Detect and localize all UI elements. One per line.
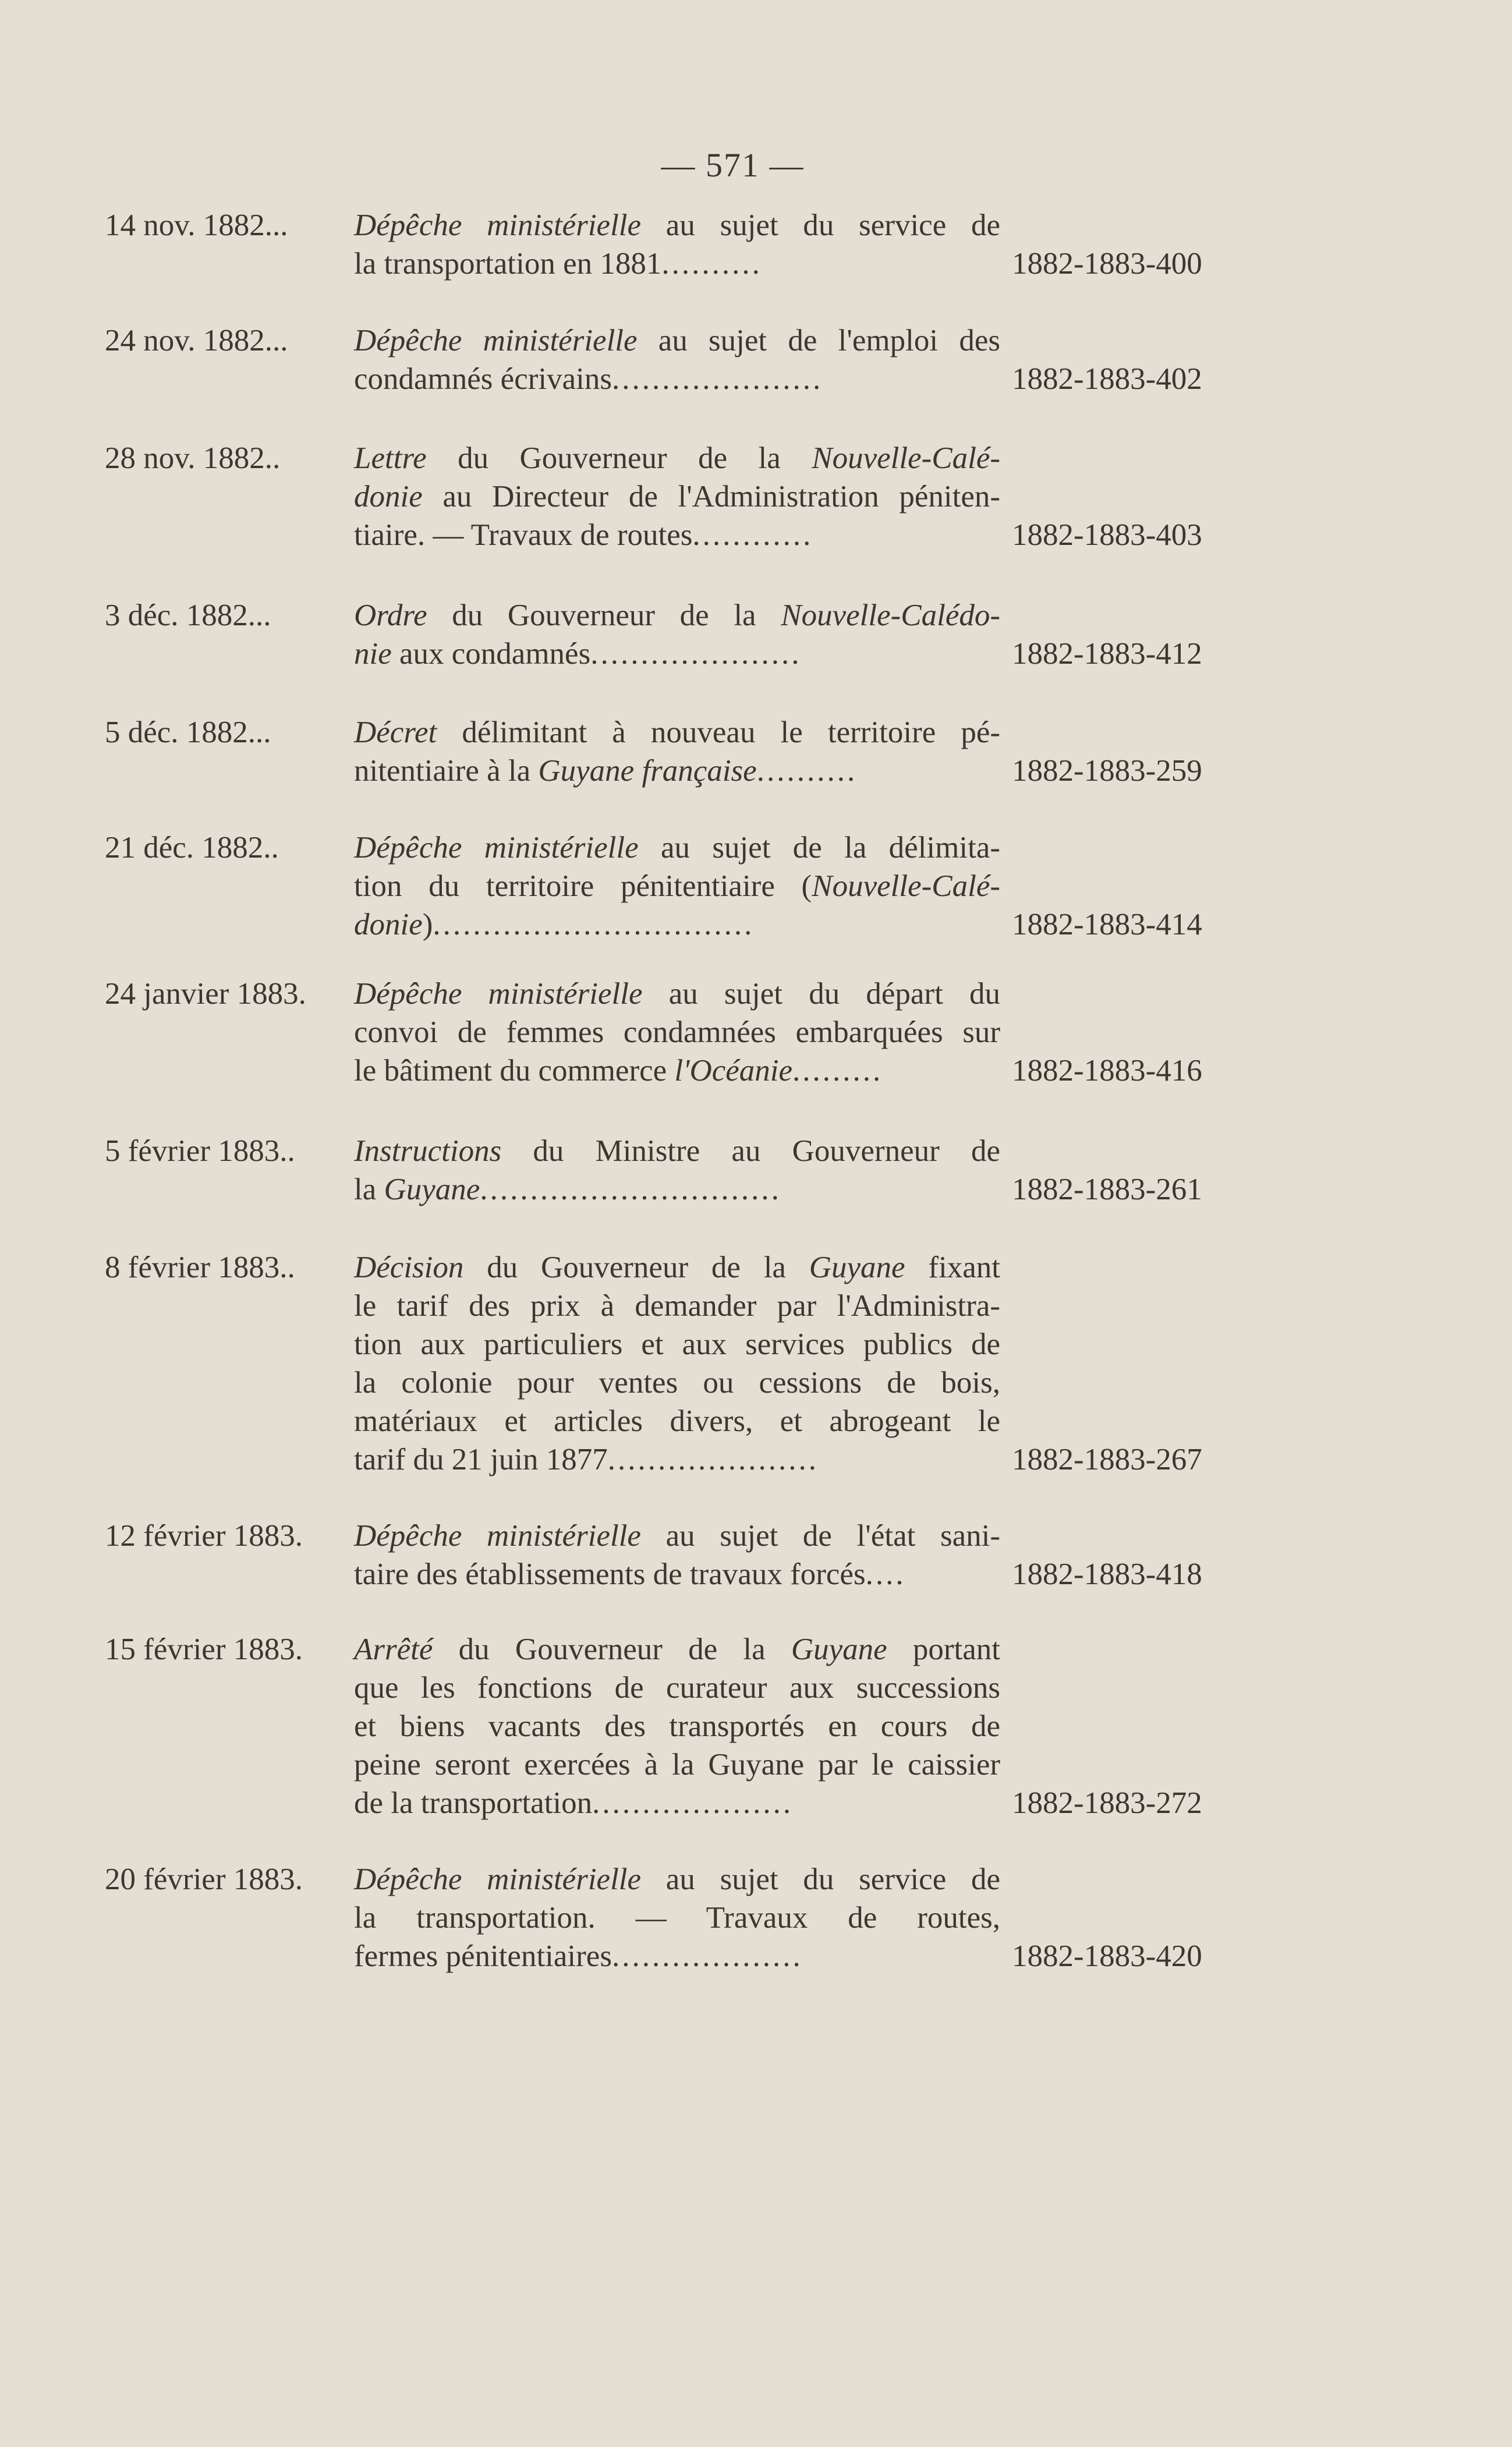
italic-text: Lettre [354,441,427,475]
entry-description [354,713,1000,790]
entry-line [354,828,1000,867]
entry-date: 8 février 1883.. [105,1251,295,1284]
entry-line [354,752,1000,790]
entry-date: 3 déc. 1882... [105,599,271,632]
entry-description [354,1860,1000,1975]
entry-line [354,905,1000,944]
entry-line [354,1051,1000,1090]
entry-description [354,439,1000,554]
text-run: la transportation. — Travaux de routes, [354,1901,1000,1935]
page-number: — 571 — [661,146,805,184]
entry-description [354,975,1000,1090]
text-run: de la transportation [354,1786,593,1820]
text-run: la colonie pour ventes ou cessions de bois, [354,1366,1000,1400]
dot-leader: ..................... [611,362,823,396]
italic-text: Dépêche ministérielle [354,977,643,1011]
italic-text: Guyane [791,1632,887,1666]
text-run: fermes pénitentiaires [354,1939,612,1973]
dot-leader: ......... [792,1054,883,1088]
entry-date: 24 janvier 1883. [105,977,306,1011]
text-run: nitentiaire à la [354,754,539,788]
entry-reference: 1882-1883-267 [1012,1443,1202,1476]
dot-leader: .......... [756,754,858,788]
entry-date: 28 nov. 1882.. [105,441,281,475]
dot-leader: .......... [661,247,762,281]
entry-line [354,1899,1000,1937]
entry-date: 24 nov. 1882... [105,324,288,357]
entry-description [354,596,1000,673]
italic-text: Dépêche ministérielle [354,324,638,357]
entry-line [354,1517,1000,1555]
entry-description [354,1517,1000,1593]
text-run: tion aux particuliers et aux services publics de [354,1327,1000,1361]
italic-text: Arrêté [354,1632,433,1666]
entry-reference: 1882-1883-400 [1012,247,1202,281]
entry-line [354,1402,1000,1440]
entry-reference: 1882-1883-420 [1012,1939,1202,1973]
entry-line [354,206,1000,245]
entry-line [354,1669,1000,1707]
text-run: fixant [905,1251,1000,1284]
entry-line [354,1440,1000,1479]
italic-text: Dépêche ministérielle [354,208,642,242]
entry-line [354,1325,1000,1364]
entry-date: 12 février 1883. [105,1519,303,1553]
entry-date: 15 février 1883. [105,1632,303,1666]
entry-reference: 1882-1883-402 [1012,362,1202,396]
dot-leader: .................... [592,1786,794,1820]
dot-leader: .... [865,1557,906,1591]
entry-reference: 1882-1883-403 [1012,518,1202,552]
entry-line [354,1170,1000,1209]
entry-reference: 1882-1883-259 [1012,754,1202,788]
text-run: au sujet du départ du [642,977,1000,1011]
italic-text: Dépêche ministérielle [354,831,639,865]
entry-line [354,1937,1000,1975]
entry-line [354,1630,1000,1669]
entry-description [354,1248,1000,1479]
italic-text: Décret [354,716,437,749]
dot-leader: ..................... [607,1443,819,1476]
entry-reference: 1882-1883-412 [1012,637,1202,671]
entry-line [354,321,1000,360]
text-run: aux condamnés [391,637,591,671]
text-run: au sujet de l'état sani- [640,1519,1000,1553]
entry-line [354,635,1000,673]
entry-line [354,1364,1000,1402]
entry-reference: 1882-1883-414 [1012,908,1202,941]
entry-description [354,1630,1000,1822]
entry-date: 5 février 1883.. [105,1134,295,1168]
italic-text: Guyane [384,1173,480,1206]
dot-leader: .............................. [480,1173,781,1206]
entry-line [354,360,1000,398]
text-run: portant [887,1632,1001,1666]
text-run: du Gouverneur de la [426,441,812,475]
dot-leader: ..................... [590,637,802,671]
text-run: du Gouverneur de la [427,599,781,632]
text-run: au sujet de la délimita- [638,831,1000,865]
text-run: peine seront exercées à la Guyane par le caissier [354,1748,1000,1782]
entry-reference: 1882-1883-418 [1012,1557,1202,1591]
entry-description [354,828,1000,944]
italic-text: l'Océanie [674,1054,793,1088]
entry-line [354,1555,1000,1593]
entry-reference: 1882-1883-272 [1012,1786,1202,1820]
italic-text: Nouvelle-Calé- [812,441,1000,475]
entry-line [354,596,1000,635]
text-run: du Gouverneur de la [463,1251,809,1284]
entry-line [354,1745,1000,1784]
italic-text: nie [354,637,392,671]
text-run: matériaux et articles divers, et abrogeant le [354,1404,1000,1438]
entry-date: 20 février 1883. [105,1862,303,1896]
dot-leader: ................................ [433,908,755,941]
entry-line [354,713,1000,752]
text-run: au sujet de l'emploi des [637,324,1000,357]
italic-text: Guyane française [538,754,757,788]
italic-text: Guyane [809,1251,905,1284]
text-run: que les fonctions de curateur aux successions [354,1671,1000,1705]
entry-line [354,245,1000,283]
entry-description [354,206,1000,283]
italic-text: donie [354,480,423,514]
entry-line [354,439,1000,477]
entry-line [354,477,1000,516]
entry-line [354,1860,1000,1899]
italic-text: Instructions [354,1134,502,1168]
entry-line [354,1707,1000,1745]
text-run: tiaire. — Travaux de routes [354,518,693,552]
text-run: le tarif des prix à demander par l'Administra- [354,1289,1000,1323]
italic-text: Décision [354,1251,464,1284]
text-run: taire des établissements de travaux forcés [354,1557,866,1591]
italic-text: Dépêche ministérielle [354,1862,642,1896]
entry-line [354,975,1000,1013]
entry-line [354,1132,1000,1170]
text-run: tion du territoire pénitentiaire ( [354,869,812,903]
entry-line [354,867,1000,905]
entry-date: 14 nov. 1882... [105,208,288,242]
text-run: la [354,1173,384,1206]
entry-line [354,516,1000,554]
entry-line [354,1013,1000,1051]
text-run: au sujet du service de [641,208,1000,242]
text-run: délimitant à nouveau le territoire pé- [437,716,1000,749]
text-run: tarif du 21 juin 1877 [354,1443,608,1476]
dot-leader: ............ [692,518,813,552]
text-run: et biens vacants des transportés en cours de [354,1709,1000,1743]
text-run: condamnés écrivains [354,362,612,396]
dot-leader: ................... [611,1939,803,1973]
entry-reference: 1882-1883-261 [1012,1173,1202,1206]
italic-text: Nouvelle-Calédo- [781,599,1000,632]
entry-description [354,1132,1000,1209]
entry-line [354,1248,1000,1287]
italic-text: donie [354,908,423,941]
text-run: au Directeur de l'Administration péniten- [422,480,1000,514]
entry-line [354,1287,1000,1325]
italic-text: Nouvelle-Calé- [812,869,1000,903]
entry-date: 5 déc. 1882... [105,716,271,749]
entry-reference: 1882-1883-416 [1012,1054,1202,1088]
text-run: la transportation en 1881 [354,247,662,281]
text-run: du Gouverneur de la [433,1632,791,1666]
italic-text: Ordre [354,599,427,632]
entry-description [354,321,1000,398]
text-run: le bâtiment du commerce [354,1054,675,1088]
entry-line [354,1784,1000,1822]
text-run: convoi de femmes condamnées embarquées sur [354,1015,1000,1049]
text-run: du Ministre au Gouverneur de [501,1134,1000,1168]
text-run: ) [422,908,433,941]
italic-text: Dépêche ministérielle [354,1519,641,1553]
text-run: au sujet du service de [641,1862,1000,1896]
entry-date: 21 déc. 1882.. [105,831,279,865]
